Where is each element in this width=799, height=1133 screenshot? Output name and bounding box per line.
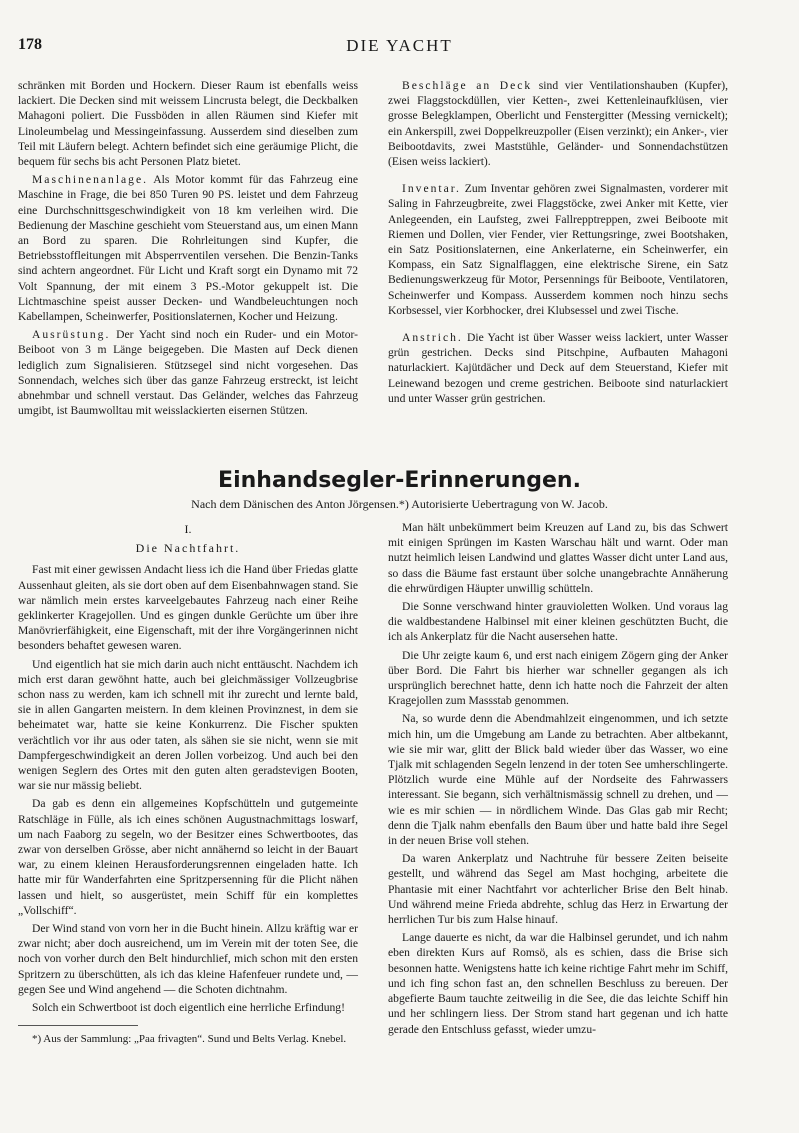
paragraph-lead: Maschinenanlage. (32, 173, 149, 187)
paragraph-lead: Anstrich. (402, 331, 463, 345)
paragraph: Na, so wurde denn die Abendmahlzeit eingenommen, und ich setzte mich hin, um die Umgebung am Lande zu betrachten. Aber altbekannt, wie sie mir war, glitt der Blick bald wieder über das Wasser, wo eine Tjalk mit schlagenden Segeln lenzend in der toten See umherschlingerte. Plötzlich wurde eine Mühle auf der Nordseite des Fahrwassers interessant. Sie begann, sich verhältnismässig schnell zu drehen, und — wie es mir schien — in nördlichem Winde. Das Glas gab mir Recht; denn die Tjalk nahm ebenfalls den Baum über und hatte bald ihre Segel in der neuen Brise voll stehen. (388, 712, 728, 848)
bottom-left-column (18, 520, 358, 1046)
paragraph: Lange dauerte es nicht, da war die Halbinsel gerundet, und ich nahm eben direkten Kurs auf Romsö, als es schien, dass die Brise sich besonnen hatte. Wenigstens hatte ich keine richtige Fahrt mehr im Schiff, und ich fing schon fast an, den schnellen Beschluss zu bereuen. Der abgefierte Baum tauchte zeitweilig in die See, die das leichte Schiff hin und her schlingern liess. Der Strom stand hart gegenan und ich hatte gerade den Entschluss gefasst, wieder umzu- (388, 931, 728, 1036)
paragraph: Solch ein Schwertboot ist doch eigentlich eine herrliche Erfindung! (32, 1001, 345, 1015)
footnote: *) Aus der Sammlung: „Paa frivagten“. Sund und Belts Verlag. Knebel. (32, 1033, 347, 1046)
paragraph (18, 327, 358, 418)
paragraph-lead: Beschläge an Deck (402, 79, 533, 92)
paragraph (388, 330, 728, 406)
footnote-divider (18, 1025, 138, 1026)
paragraph: schränken mit Borden und Hockern. Dieser Raum ist ebenfalls weiss lackiert. Die Decken sind mit weissem Lincrusta belegt, die Deckbalken Mahagoni poliert. Die Fussböden in allen Räumen sind Kiefer mit Linoleumbelag und Messingeinfassung. Ausserdem sind dieselben zum Teil mit Läufern belegt. Achtern befindet sich eine geräumige Plicht, die bequem für sechs bis acht Personen Platz bietet. (18, 79, 358, 169)
running-title: DIE YACHT (346, 36, 453, 55)
paragraph (388, 181, 728, 318)
paragraph: Der Wind stand von vorn her in die Bucht hinein. Allzu kräftig war er zwar nicht; aber doch ausreichend, um im Verein mit der toten See, die noch von vorher durch den Belt hindurchlief, mich schon mit den ersten Spritzern zu überschütten, als ich das kleine Hafenfeuer rundete und, — gegen See und Wind angehend — die Schoten dichtnahm. (18, 922, 358, 996)
article-title: Einhandsegler-Erinnerungen. (218, 468, 581, 493)
paragraph-lead: Ausrüstung. (32, 328, 111, 342)
paragraph-text: Die Yacht ist über Wasser weiss lackiert, unter Wasser grün gestrichen. Decks sind Pitschpine, Aufbauten Mahagoni naturlackiert. Kajütdächer und Deck auf dem Steuerstand, Kiefer mit Leinewand bezogen und creme gestrichen. Beiboote sind naturlackiert und unter Wasser grün gestrichen. (388, 331, 728, 405)
paragraph-lead: Inventar. (402, 182, 461, 196)
paragraph (388, 78, 728, 169)
paragraph-text: Als Motor kommt für das Fahrzeug eine Maschine in Frage, die bei 850 Turen 90 PS. leistet und dem Fahrzeug eine Durchschnittsgeschwindigkeit von 18 km verleihen wird. Die Bedienung der Maschine geschieht vom Steuerstand aus, um einen Mann an Bord zu sparen. Die Rohrleitungen sind Kupfer, die Betriebsstoffleitungen mit Absperrventilen versehen. Die Benzin-Tanks sind achtern angeordnet. Für Licht und Kraft sorgt ein Dynamo mit 72 Volt Spannung, der mit einem 3 PS.-Motor gekuppelt ist. Die Lichtmaschine speist ausser Decken- und Wandbeleuchtungen noch Kabellampen, Scheinwerfer, Positionslaternen, Kocher und Heizung. (18, 173, 359, 324)
paragraph: Und eigentlich hat sie mich darin auch nicht enttäuscht. Nachdem ich mich erst daran gewöhnt hatte, auch bei gleichmässiger Vollzeugbrise schon nass zu werden, kam ich schnell mit ihr zurecht und lernte bald, sie in allen Gangarten meistern. In dem kleinen Provinznest, in dem sie beheimatet war, hatte sie keine Konkurrenz. Die Fischer spukten verächtlich vor ihr aus oder taten, als sähen sie sie nicht, wenn sie mit Dampfergeschwindigkeit an deren Jollen vorbeizog. Und auch bei den wenigen Seglern des Ortes mit den guten alten geradstevigen Booten, war sie nur mässig beliebt. (18, 657, 358, 793)
paragraph (18, 172, 358, 324)
paragraph: Da waren Ankerplatz und Nachtruhe für bessere Zeiten beiseite gestellt, und während das Segel am Mast hochging, arbeitete die Phantasie mit einer Nachtfahrt vor achterlicher Brise den Belt hinab. Und während meine Frieda abdrehte, schlug das Herz in Erwartung der herrlichen Tur bis zum Halse hinauf. (388, 852, 728, 927)
paragraph: Die Uhr zeigte kaum 6, und erst nach einigem Zögern ging der Anker über Bord. Die Fahrt bis hierher war schneller gegangen als ich ursprünglich berechnet hatte, denn ich hatte noch die Fahrzeit der alten Kragejollen zum Massstab genommen. (388, 648, 728, 708)
top-right-column (388, 78, 728, 409)
paragraph: Da gab es denn ein allgemeines Kopfschütteln und gutgemeinte Ratschläge in Fülle, als ich eines schönen Augustnachmittags loswarf, um nach Faaborg zu segeln, wo der Besitzer eines Schwertbootes, das zwar von derselben Grösse, aber nicht annähernd so leicht in der Bauart war, zu einem kleinen Herausforderungsrennen eingeladen hatte. Ich hatte mir für Wanderfahrten eine Spritzpersenning für die Plicht nähen lassen und hielt, so ausgerüstet, mein Schiff für ein komplettes „Vollschiff“. (18, 797, 358, 917)
section-number: I. (184, 522, 192, 536)
top-left-column (18, 78, 358, 421)
paragraph: Fast mit einer gewissen Andacht liess ich die Hand über Friedas glatte Aussenhaut gleiten, als sie dort oben auf dem Eisenbahnwagen stand. Sie war nämlich mein erstes karveelgebautes Fahrzeug nach einer Reihe geklinkerter Kragejollen. Und es gingen dunkle Gerüchte um über ihre Manövrierfähigkeit, eine Eigenschaft, mit der ihre Vorgängerinnen nicht besonders behaftet gewesen waren. (18, 563, 359, 653)
article-subtitle: Nach dem Dänischen des Anton Jörgensen.*) Autorisierte Uebertragung von W. Jacob. (191, 497, 608, 511)
paragraph: Die Sonne verschwand hinter grauvioletten Wolken. Und voraus lag die waldbestandene Halbinsel mit einer kleinen geschützten Bucht, die ich als Ankerplatz für die Nacht ausersehen hatte. (388, 600, 728, 644)
section-title: Die Nachtfahrt. (135, 541, 241, 556)
paragraph-text: sind vier Ventilationshauben (Kupfer), zwei Flaggstockdüllen, vier Ketten-, zwei Kettenleinaufklüsen, vier grosse Belegklampen, Oberlicht und Fenstergitter (Messing vernickelt); ein Ankerspill, zwei Doppelkreuzpoller (Eisen verzinkt); ein Anker-, vier Beibootdavits, zwei Maststühle, Geländer- und Sonnendachstützen (Eisen weiss lackiert). (388, 79, 728, 169)
paragraph-text: Der Yacht sind noch ein Ruder- und ein Motor-Beiboot von 3 m Länge beigegeben. Die Masten auf Deck dienen lediglich zum Signalisieren. Stützsegel sind nicht vorgesehen. Das Sonnendach, welches sich über das ganze Fahrzeug erstreckt, ist leicht abnehmbar und schnell verstaut. Das Geländer, welches das Fahrzeug umgibt, ist Baumwolltau mit weisslackierten eisernen Stützen. (18, 328, 358, 418)
paragraph-text: Zum Inventar gehören zwei Signalmasten, vorderer mit Saling in Fahrzeugbreite, zwei Flaggstöcke, zwei Anker mit Kette, vier Anlegeenden, ein Laufsteg, zwei Fallrepptreppen, zwei Beiboote mit Riemen und Dollen, vier Fender, vier Rettungsringe, zwei Bootshaken, ein Satz Positionslaternen, eine Ankerlaterne, ein Scheinwerfer, ein Kompass, ein Satz Signalflaggen, eine elektrische Sirene, ein Satz Bedienungswerkzeug für Motor, Persennings für Beiboote, Ventilatoren, Scheinwerfer und Kompass. Ausserdem kommen noch hinzu sechs Korbsessel, vier Korbhocker, drei Klubsessel und zwei Tische. (388, 182, 728, 317)
page-number: 178 (18, 36, 42, 53)
bottom-right-column (388, 520, 728, 1040)
paragraph: Man hält unbekümmert beim Kreuzen auf Land zu, bis das Schwert mit einigen Sprüngen im Kasten Warschau hält und warnt. Oder man nutzt heimlich leisen Landwind und glattes Wasser dicht unter Land aus, so dass die Bäume fast erstaunt über solche unangebrachte Annäherung die ehrwürdigen Häupter unwillig schütteln. (388, 521, 728, 595)
